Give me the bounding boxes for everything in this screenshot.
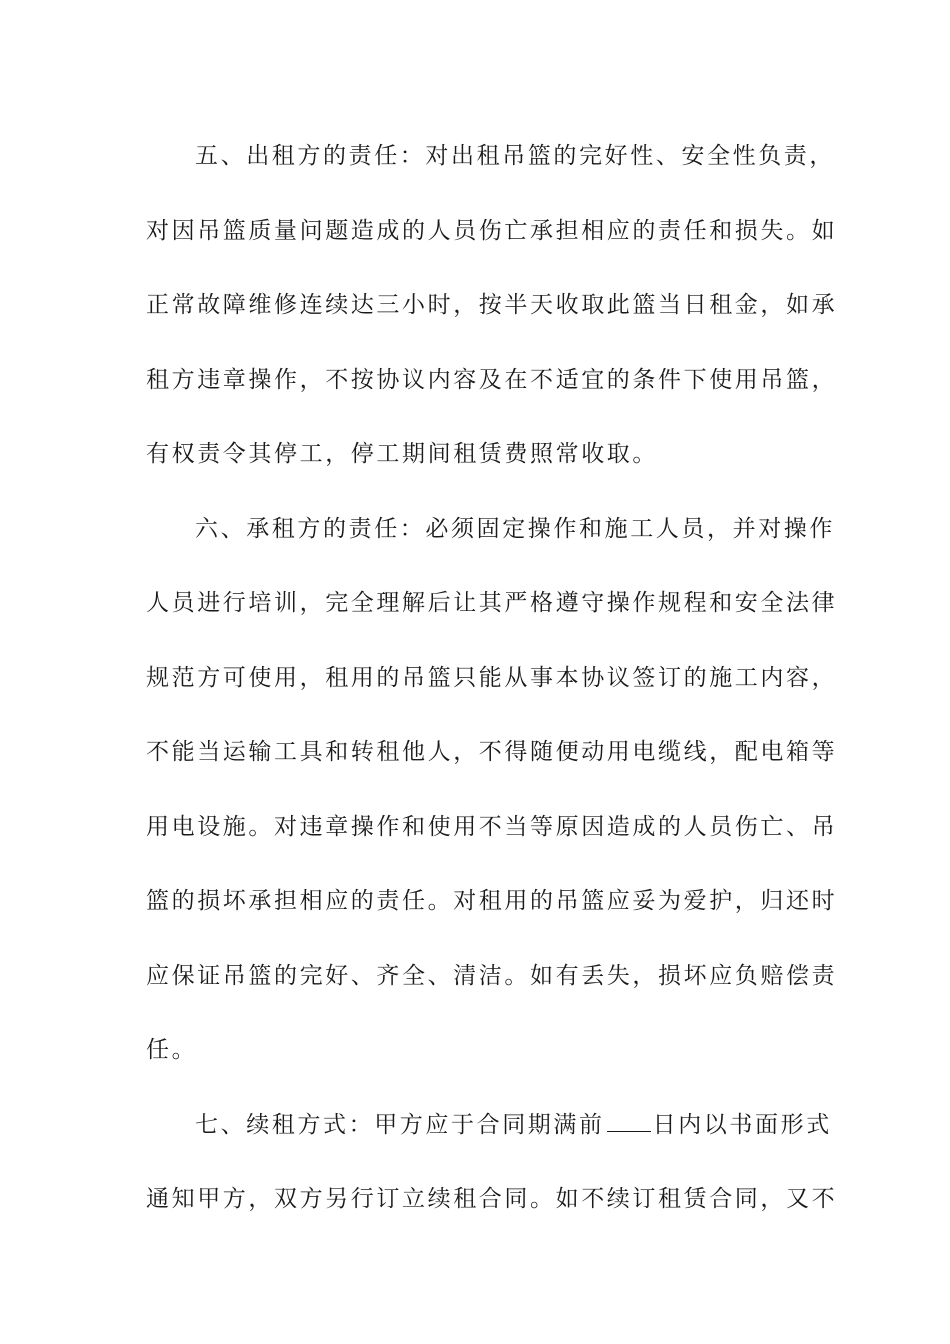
paragraph-6-line-5: 用电设施。对违章操作和使用不当等原因造成的人员伤亡、吊 <box>146 813 838 840</box>
paragraph-6-line-6: 篮的损坏承担相应的责任。对租用的吊篮应妥为爱护，归还时 <box>146 888 838 914</box>
document-body <box>146 128 838 1246</box>
paragraph-7-line-2: 通知甲方，双方另行订立续租合同。如不续订租赁合同，又不 <box>146 1186 838 1212</box>
paragraph-6-line-7: 应保证吊篮的完好、齐全、清洁。如有丢失，损坏应负赔偿责 <box>146 962 838 989</box>
paragraph-5-line-4: 租方违章操作，不按协议内容及在不适宜的条件下使用吊篮， <box>146 366 838 393</box>
paragraph-7-line-1-suffix: 日内以书面形式 <box>652 1111 832 1138</box>
paragraph-7-line-1-prefix: 七、续租方式：甲方应于合同期满前 <box>195 1111 605 1138</box>
paragraph-5-line-1: 五、出租方的责任：对出租吊篮的完好性、安全性负责， <box>195 143 835 169</box>
paragraph-6-line-1: 六、承租方的责任：必须固定操作和施工人员，并对操作 <box>195 515 835 542</box>
paragraph-7-line-1 <box>146 1097 832 1172</box>
paragraph-5-line-5: 有权责令其停工，停工期间租赁费照常收取。 <box>146 441 658 467</box>
paragraph-6-line-2: 人员进行培训，完全理解后让其严格遵守操作规程和安全法律 <box>146 590 838 616</box>
fill-in-blank <box>607 1113 651 1132</box>
paragraph-6-line-3: 规范方可使用，租用的吊篮只能从事本协议签订的施工内容， <box>146 664 838 691</box>
paragraph-5-line-3: 正常故障维修连续达三小时，按半天收取此篮当日租金，如承 <box>146 292 838 318</box>
paragraph-6-line-8: 任。 <box>146 1037 198 1063</box>
paragraph-5-line-2: 对因吊篮质量问题造成的人员伤亡承担相应的责任和损失。如 <box>146 217 838 244</box>
paragraph-6-line-4: 不能当运输工具和转租他人，不得随便动用电缆线，配电箱等 <box>146 739 838 765</box>
